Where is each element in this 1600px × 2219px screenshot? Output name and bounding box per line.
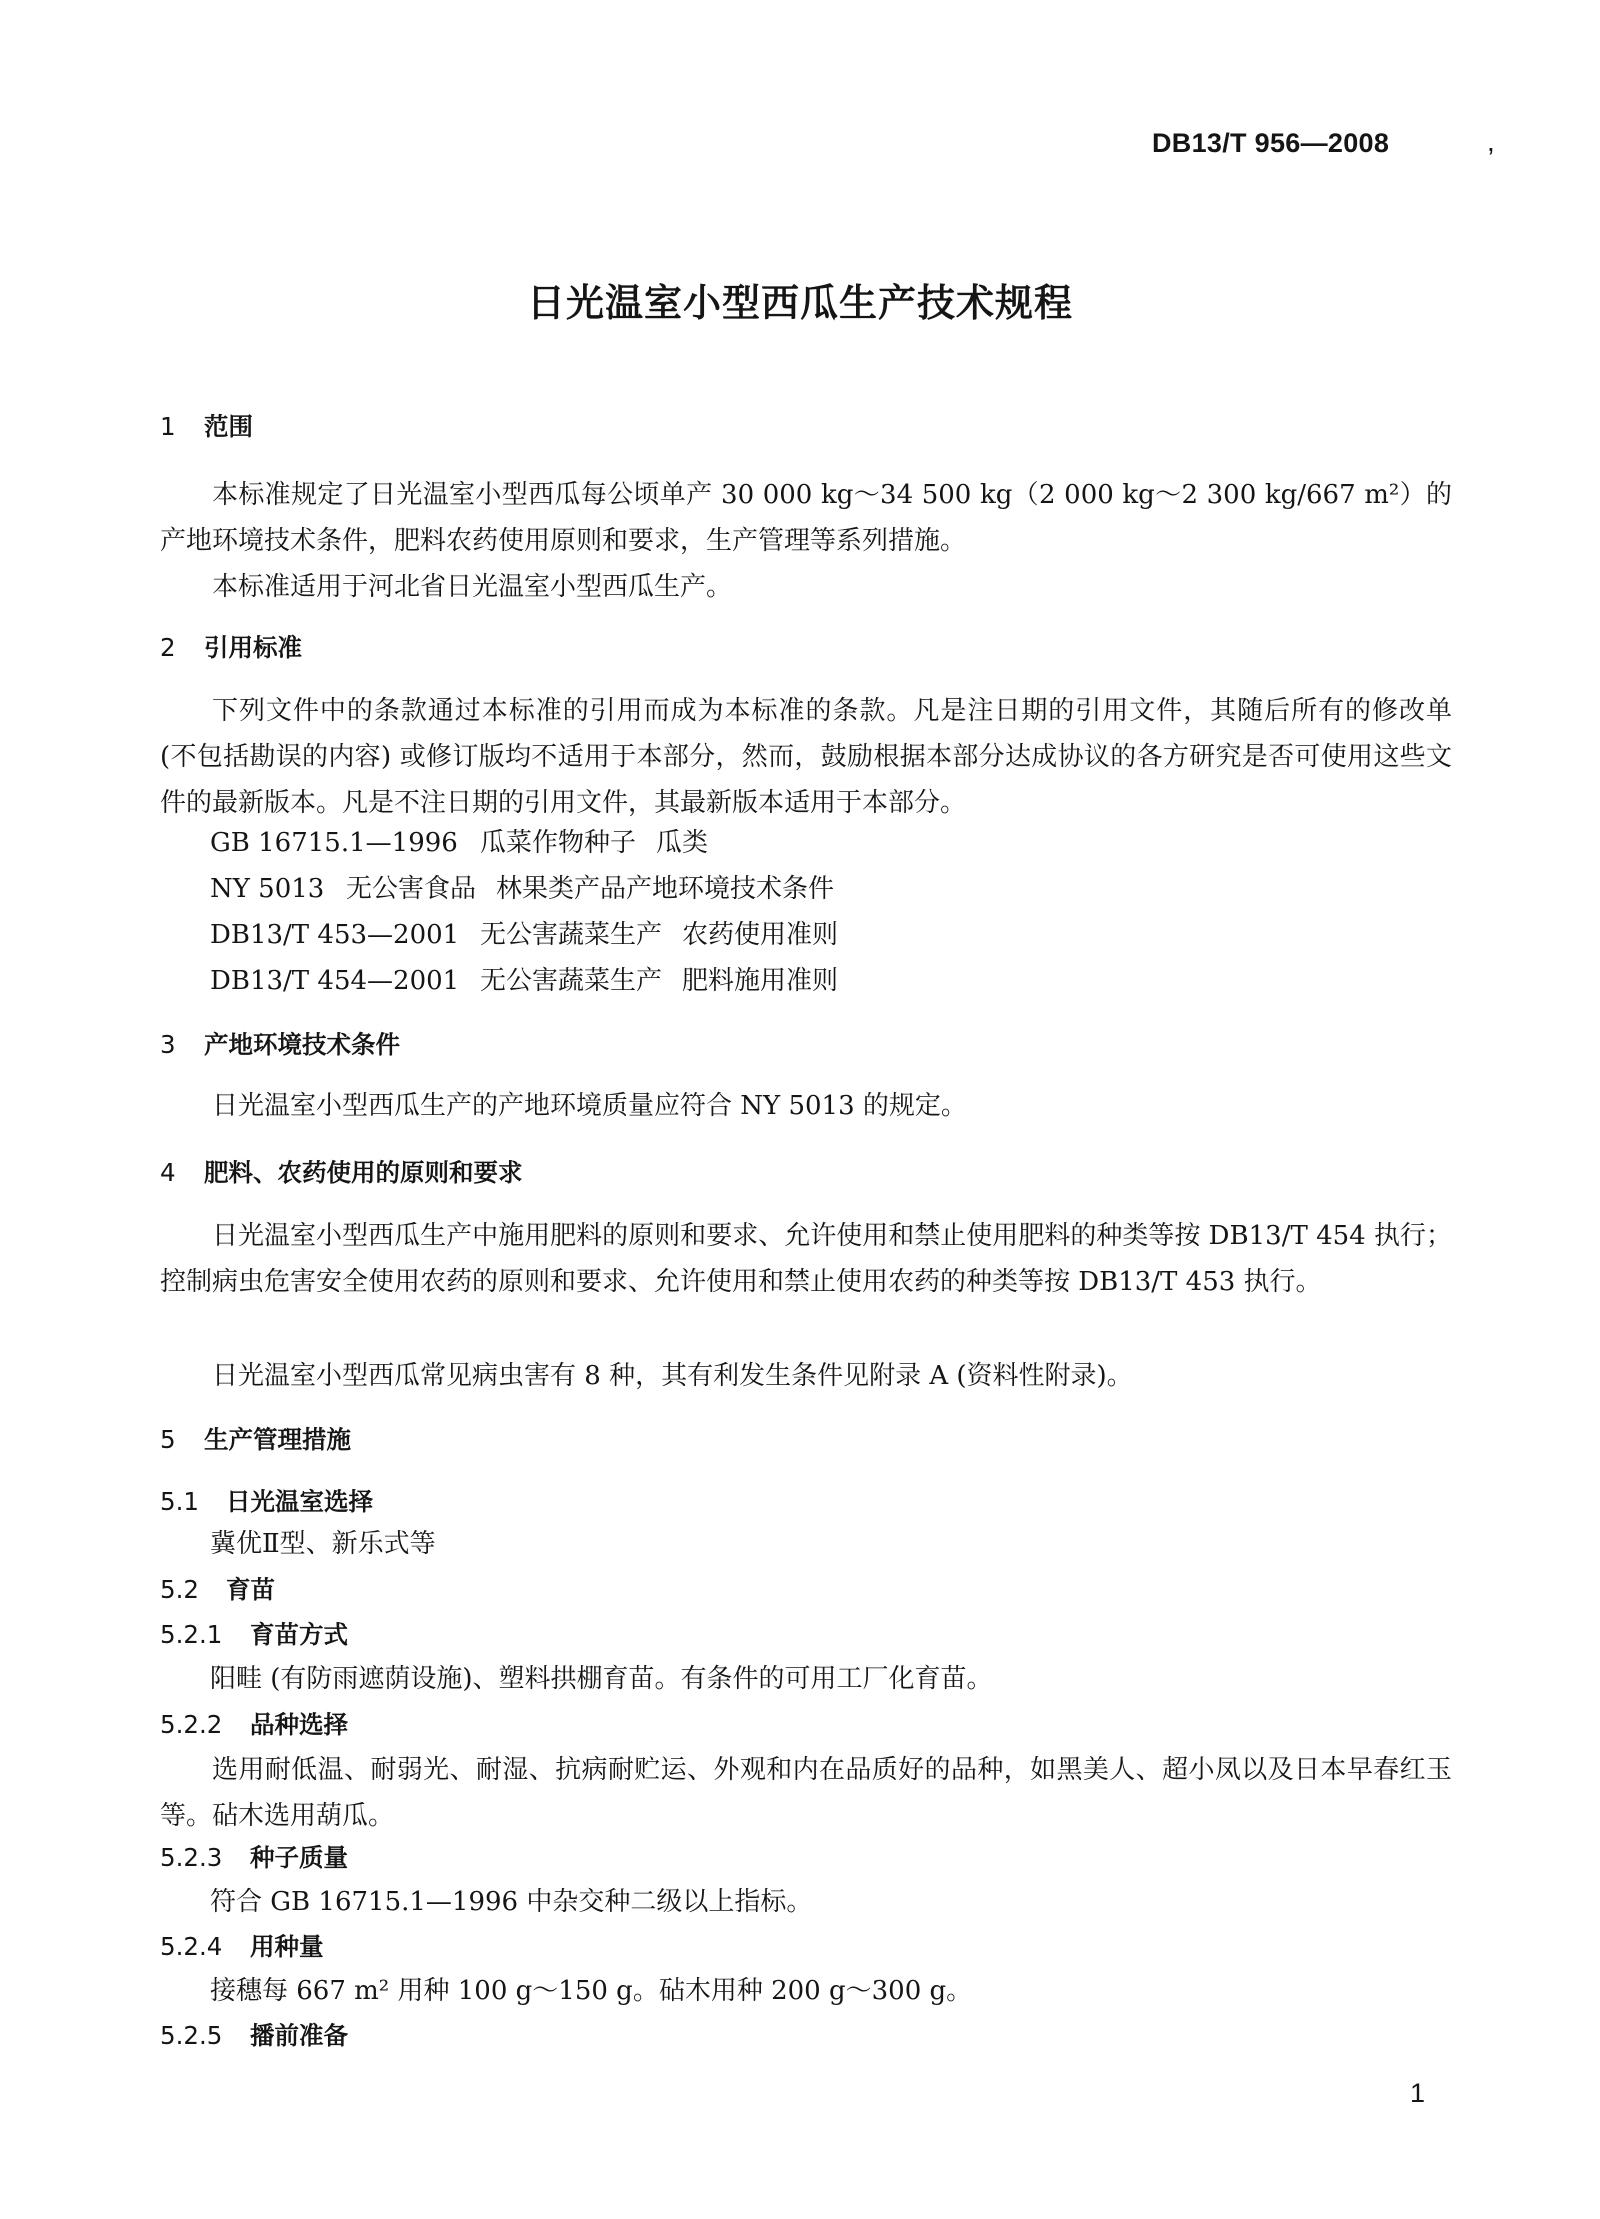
subsection-5-2-2-heading	[160, 1710, 348, 1740]
reference-code: DB13/T 454—2001	[210, 966, 460, 996]
subsection-5-2-3-heading	[160, 1843, 348, 1873]
subsection-title: 用种量	[250, 1932, 324, 1961]
reference-code: GB 16715.1—1996	[210, 828, 458, 858]
reference-item	[210, 966, 838, 996]
section-3-paragraph-1: 日光温室小型西瓜生产的产地环境质量应符合 NY 5013 的规定。	[212, 1091, 967, 1121]
reference-code: NY 5013	[210, 874, 325, 904]
reference-item	[210, 828, 708, 858]
reference-title: 无公害蔬菜生产	[480, 920, 663, 950]
subsection-5-1-heading	[160, 1487, 373, 1517]
section-4-paragraph-1: 日光温室小型西瓜生产中施用肥料的原则和要求、允许使用和禁止使用肥料的种类等按 DB13/T 454 执行；控制病虫危害安全使用农药的原则和要求、允许使用和禁止使用农药的种类等按 DB13/T 453 执行。	[160, 1221, 1452, 1297]
reference-title: 无公害食品	[346, 874, 477, 904]
subsection-5-2-1-text: 阳畦 (有防雨遮荫设施)、塑料拱棚育苗。有条件的可用工厂化育苗。	[210, 1664, 993, 1694]
subsection-title: 育苗方式	[250, 1620, 348, 1649]
section-2-heading	[160, 633, 302, 663]
reference-subtitle: 林果类产品产地环境技术条件	[496, 874, 835, 904]
section-5-heading	[160, 1425, 351, 1455]
subsection-number: 5.2.1	[160, 1620, 223, 1649]
subsection-number: 5.2.5	[160, 2021, 223, 2050]
reference-subtitle: 肥料施用准则	[682, 966, 839, 996]
section-number: 3	[160, 1030, 176, 1059]
subsection-number: 5.1	[160, 1487, 199, 1516]
section-title: 生产管理措施	[204, 1425, 351, 1454]
reference-code: DB13/T 453—2001	[210, 920, 460, 950]
reference-title: 无公害蔬菜生产	[480, 966, 663, 996]
section-1-paragraph-2: 本标准适用于河北省日光温室小型西瓜生产。	[212, 572, 733, 602]
reference-subtitle: 农药使用准则	[682, 920, 839, 950]
document-title: 日光温室小型西瓜生产技术规程	[526, 281, 1073, 325]
standard-code: DB13/T 956—2008	[1152, 128, 1390, 158]
section-2-paragraph-1: 下列文件中的条款通过本标准的引用而成为本标准的条款。凡是注日期的引用文件，其随后所有的修改单 (不包括勘误的内容) 或修订版均不适用于本部分，然而，鼓励根据本部分达成协议的各方研究是否可使用这些文件的最新版本。凡是不注日期的引用文件，其最新版本适用于本部分。	[160, 696, 1452, 818]
section-title: 引用标准	[204, 633, 302, 662]
subsection-title: 播前准备	[250, 2021, 348, 2050]
subsection-5-2-4-text: 接穗每 667 m² 用种 100 g～150 g。砧木用种 200 g～300 g。	[210, 1976, 973, 2006]
subsection-5-2-3-text: 符合 GB 16715.1—1996 中杂交种二级以上指标。	[210, 1887, 813, 1917]
corner-mark: ,	[1487, 126, 1495, 157]
section-4-heading	[160, 1158, 523, 1188]
subsection-5-2-2-text: 选用耐低温、耐弱光、耐湿、抗病耐贮运、外观和内在品质好的品种，如黑美人、超小凤以及日本早春红玉等。砧木选用葫瓜。	[160, 1755, 1452, 1831]
section-3-heading	[160, 1030, 400, 1060]
subsection-title: 种子质量	[250, 1843, 348, 1872]
section-title: 肥料、农药使用的原则和要求	[204, 1158, 523, 1187]
reference-subtitle: 瓜类	[656, 828, 709, 858]
reference-item	[210, 920, 838, 950]
subsection-number: 5.2.2	[160, 1710, 223, 1739]
section-number: 4	[160, 1158, 176, 1187]
subsection-5-2-5-heading	[160, 2021, 348, 2051]
section-number: 5	[160, 1425, 176, 1454]
subsection-5-2-heading	[160, 1575, 275, 1605]
section-title: 范围	[204, 412, 253, 441]
subsection-number: 5.2.3	[160, 1843, 223, 1872]
section-4-paragraph-2: 日光温室小型西瓜常见病虫害有 8 种，其有利发生条件见附录 A (资料性附录)。	[212, 1361, 1133, 1391]
section-number: 2	[160, 633, 176, 662]
reference-title: 瓜菜作物种子	[480, 828, 637, 858]
subsection-title: 育苗	[226, 1575, 275, 1604]
section-1-heading	[160, 412, 253, 442]
subsection-5-2-4-heading	[160, 1932, 324, 1962]
subsection-title: 日光温室选择	[226, 1487, 373, 1516]
page-number: 1	[1410, 2078, 1426, 2108]
section-number: 1	[160, 412, 176, 441]
subsection-number: 5.2.4	[160, 1932, 223, 1961]
section-1-paragraph-1: 本标准规定了日光温室小型西瓜每公顷单产 30 000 kg～34 500 kg（2 000 kg～2 300 kg/667 m²）的产地环境技术条件，肥料农药使用原则和要求，生产管理等系列措施。	[160, 480, 1452, 556]
subsection-title: 品种选择	[250, 1710, 348, 1739]
reference-item	[210, 874, 834, 904]
subsection-5-1-text: 冀优Ⅱ型、新乐式等	[210, 1529, 436, 1559]
section-title: 产地环境技术条件	[204, 1030, 400, 1059]
subsection-5-2-1-heading	[160, 1620, 348, 1650]
subsection-number: 5.2	[160, 1575, 199, 1604]
